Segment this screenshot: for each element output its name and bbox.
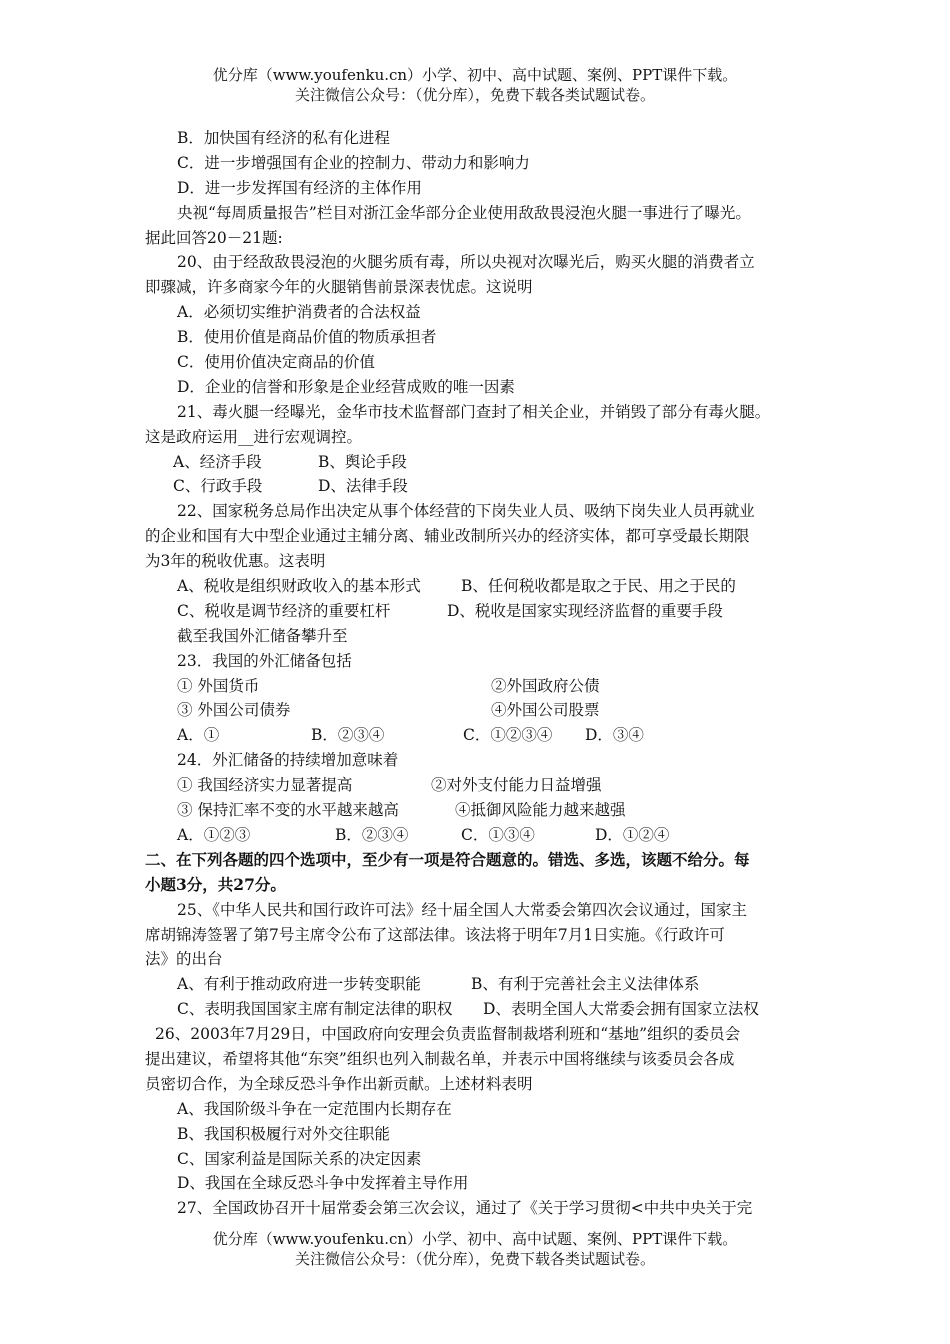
q19-option-b: B．加快国有经济的私有化进程 (177, 129, 390, 147)
q25-stem-line1: 25、《中华人民共和国行政许可法》经十届全国人大常委会第四次会议通过，国家主 (177, 900, 747, 919)
q20-option-b: B．使用价值是商品价值的物质承担者 (177, 328, 437, 347)
q25-option-c: C、表明我国国家主席有制定法律的职权 (177, 1000, 453, 1019)
q21-option-a: A、经济手段 (173, 452, 262, 471)
page-header-line2: 关注微信公众号：（优分库），免费下载各类试题试卷。 (294, 86, 655, 104)
q24-option-d: D．①②④ (595, 825, 670, 844)
q22-stem-line2: 的企业和国有大中型企业通过主辅分离、辅业改制所兴办的经济实体，都可享受最长期限 (145, 527, 750, 546)
material-23-24: 截至我国外汇储备攀升至 (177, 626, 348, 645)
q24-item-2: ②对外支付能力日益增强 (431, 776, 602, 795)
q23-option-c: C．①②③④ (463, 726, 553, 745)
document-body (145, 126, 810, 1221)
q23-options-row (145, 723, 810, 748)
page-header-line1: 优分库（www.youfenku.cn）小学、初中、高中试题、案例、PPT课件下载。 (212, 66, 738, 84)
q22-option-a: A、税收是组织财政收入的基本形式 (177, 577, 421, 596)
q23-stem: 23．我国的外汇储备包括 (177, 651, 352, 670)
q24-items-row2 (145, 798, 810, 823)
q22-options-row1 (145, 574, 810, 599)
q21-option-b: B、舆论手段 (318, 452, 407, 471)
q23-item-4: ④外国公司股票 (491, 701, 600, 720)
q25-stem-line2: 席胡锦涛签署了第7号主席令公布了这部法律。该法将于明年7月1日实施。《行政许可 (145, 925, 725, 944)
q23-items-row2 (145, 698, 810, 723)
q26-option-b: B、我国积极履行对外交往职能 (177, 1124, 390, 1143)
q25-stem-line3: 法》的出台 (145, 950, 223, 969)
q25-option-a: A、有利于推动政府进一步转变职能 (177, 975, 421, 994)
q27-stem-line1: 27、全国政协召开十届常委会第三次会议，通过了《关于学习贯彻<中共中央关于完 (177, 1199, 753, 1218)
q23-option-d: D．③④ (585, 726, 644, 745)
q22-stem-line3: 为3年的税收优惠。这表明 (145, 552, 326, 571)
q21-stem-line2: 这是政府运用__进行宏观调控。 (145, 427, 363, 446)
q22-option-c: C、税收是调节经济的重要杠杆 (177, 601, 391, 620)
q24-item-4: ④抵御风险能力越来越强 (455, 801, 626, 820)
section2-heading-line2: 小题3分，共27分。 (145, 874, 286, 894)
material-20-21-line1: 央视“每周质量报告”栏目对浙江金华部分企业使用敌敌畏浸泡火腿一事进行了曝光。 (177, 203, 751, 222)
q23-items-row1 (145, 674, 810, 699)
section2-heading-line1: 二、在下列各题的四个选项中，至少有一项是符合题意的。错选、多选，该题不给分。每 (145, 849, 750, 869)
q23-option-a: A．① (177, 726, 220, 745)
q24-option-c: C．①③④ (461, 825, 535, 844)
material-20-21-line2: 据此回答20－21题: (145, 228, 283, 247)
q25-options-row1 (145, 972, 810, 997)
q26-stem-line2: 提出建议，希望将其他“东突”组织也列入制裁名单，并表示中国将继续与该委员会各成 (145, 1049, 735, 1068)
q22-option-b: B、任何税收都是取之于民、用之于民的 (461, 577, 736, 596)
q23-item-3: ③ 外国公司债券 (177, 701, 291, 720)
q25-option-d: D、表明全国人大常委会拥有国家立法权 (483, 1000, 759, 1019)
q20-stem-line2: 即骤减，许多商家今年的火腿销售前景深表忧虑。这说明 (145, 278, 533, 297)
q24-items-row1 (145, 773, 810, 798)
q20-option-a: A．必须切实维护消费者的合法权益 (177, 303, 421, 322)
q24-option-a: A．①②③ (177, 825, 251, 844)
q24-item-3: ③ 保持汇率不变的水平越来越高 (177, 801, 399, 820)
q21-options-row2 (145, 474, 810, 499)
q25-option-b: B、有利于完善社会主义法律体系 (471, 975, 700, 994)
q26-stem-line3: 员密切合作，为全球反恐斗争作出新贡献。上述材料表明 (145, 1074, 533, 1093)
q21-option-d: D、法律手段 (318, 477, 408, 496)
q23-item-2: ②外国政府公债 (491, 676, 600, 695)
q23-item-1: ① 外国货币 (177, 676, 260, 695)
q25-options-row2 (145, 997, 810, 1022)
q26-option-c: C、国家利益是国际关系的决定因素 (177, 1149, 422, 1168)
q19-option-c: C．进一步增强国有企业的控制力、带动力和影响力 (177, 153, 530, 172)
q22-stem-line1: 22、国家税务总局作出决定从事个体经营的下岗失业人员、吸纳下岗失业人员再就业 (177, 502, 755, 521)
q26-option-a: A、我国阶级斗争在一定范围内长期存在 (177, 1099, 452, 1118)
q20-stem-line1: 20、由于经敌敌畏浸泡的火腿劣质有毒，所以央视对次曝光后，购买火腿的消费者立 (177, 253, 755, 272)
q22-option-d: D、税收是国家实现经济监督的重要手段 (447, 601, 723, 620)
q22-options-row2 (145, 599, 810, 624)
q24-options-row (145, 823, 810, 848)
q21-option-c: C、行政手段 (173, 477, 263, 496)
q26-stem-line1: 26、2003年7月29日，中国政府向安理会负责监督制裁塔利班和“基地”组织的委员会 (155, 1025, 741, 1044)
q21-options-row1 (145, 450, 810, 475)
q24-stem: 24．外汇储备的持续增加意味着 (177, 751, 399, 770)
q23-option-b: B．②③④ (311, 726, 385, 745)
q21-stem-line1: 21、毒火腿一经曝光，金华市技术监督部门查封了相关企业，并销毁了部分有毒火腿。 (177, 402, 771, 421)
q24-item-1: ① 我国经济实力显著提高 (177, 776, 353, 795)
page-footer-line1: 优分库（www.youfenku.cn）小学、初中、高中试题、案例、PPT课件下载。 (212, 1230, 738, 1248)
q20-option-d: D．企业的信誉和形象是企业经营成败的唯一因素 (177, 377, 515, 396)
q19-option-d: D．进一步发挥国有经济的主体作用 (177, 178, 422, 197)
page-footer-line2: 关注微信公众号：（优分库），免费下载各类试题试卷。 (294, 1250, 655, 1268)
q26-option-d: D、我国在全球反恐斗争中发挥着主导作用 (177, 1174, 469, 1193)
q24-option-b: B．②③④ (335, 825, 409, 844)
q20-option-c: C．使用价值决定商品的价值 (177, 353, 375, 372)
